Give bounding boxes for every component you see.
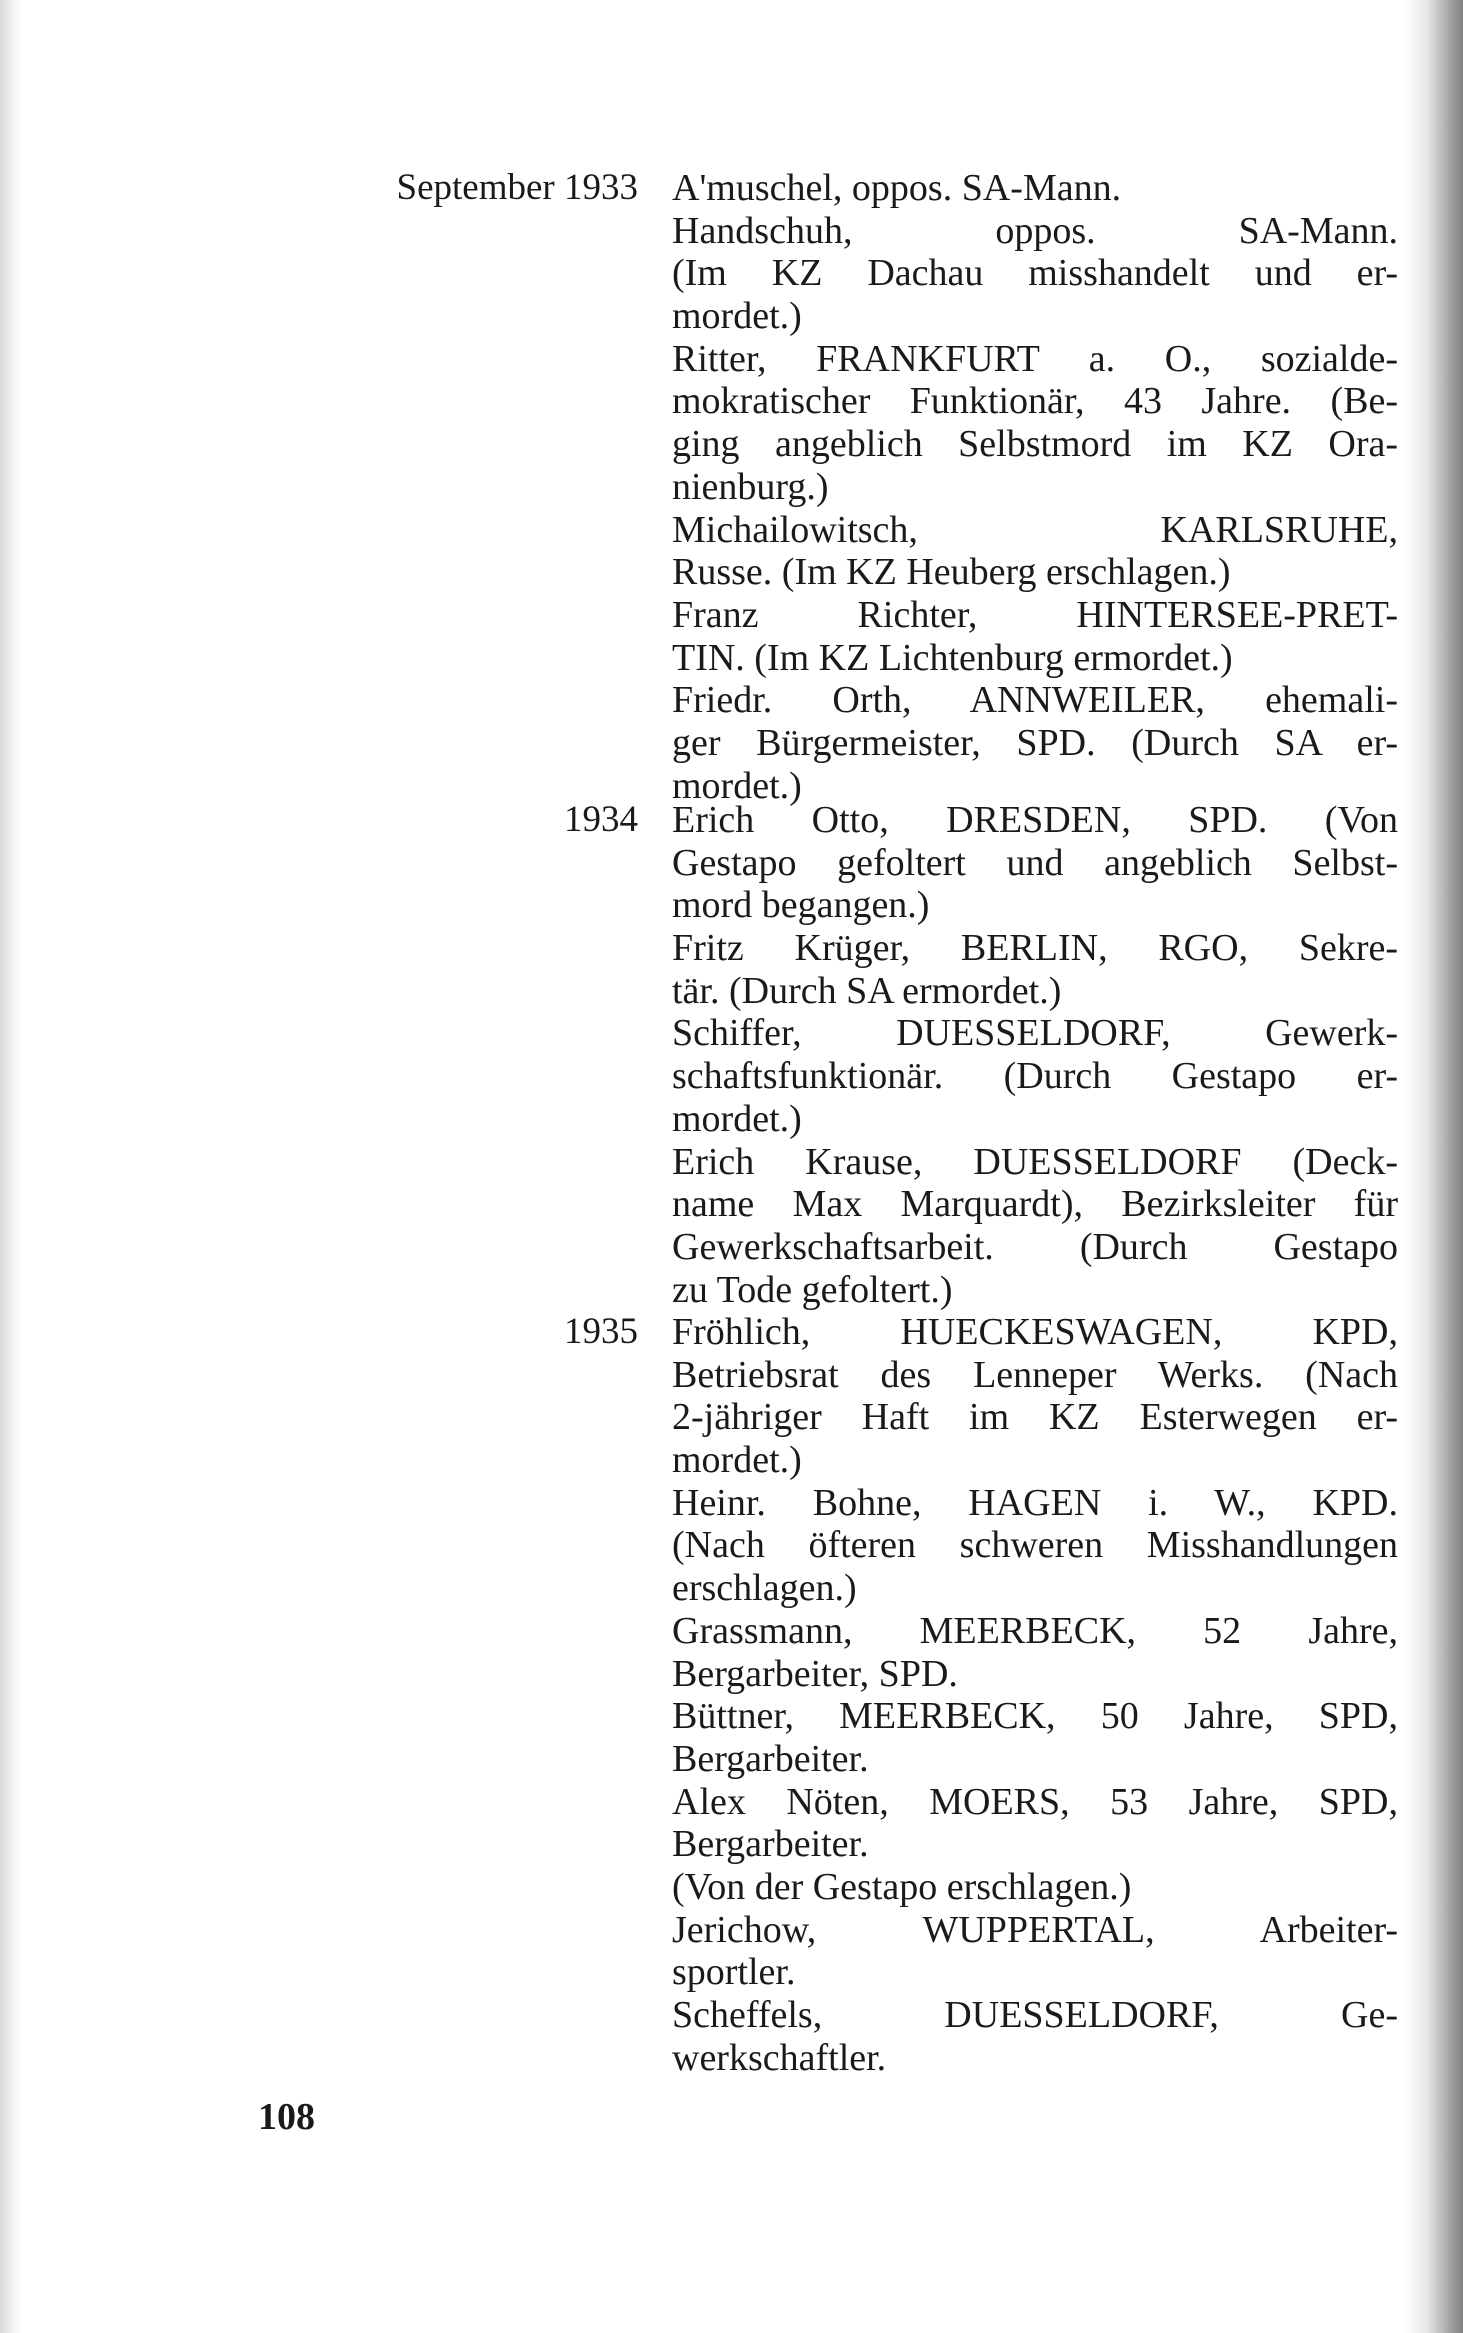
entry-line: sportler. — [672, 1951, 796, 1994]
entry-text-block — [672, 1311, 1398, 2079]
entry-line: Grassmann, MEERBECK, 52 Jahre, — [672, 1609, 1398, 1652]
page-number: 108 — [258, 2096, 315, 2138]
entry-line: Büttner, MEERBECK, 50 Jahre, SPD, — [672, 1695, 1398, 1738]
entry-line: ging angeblich Selbstmord im KZ Ora- — [672, 423, 1398, 466]
entry-line: (Nach öfteren schweren Misshandlungen — [672, 1524, 1398, 1567]
entry-line: mokratischer Funktionär, 43 Jahre. (Be- — [672, 380, 1398, 423]
entry-date: 1934 — [564, 799, 638, 840]
entry-line: mordet.) — [672, 1439, 802, 1482]
entry-line: erschlagen.) — [672, 1567, 857, 1610]
entry-line: Ritter, FRANKFURT a. O., sozialde- — [672, 337, 1398, 380]
entry-line: Scheffels, DUESSELDORF, Ge- — [672, 1994, 1398, 2036]
entry-line: Franz Richter, HINTERSEE-PRET- — [672, 593, 1398, 636]
entry-line: Michailowitsch, KARLSRUHE, — [672, 508, 1398, 551]
entry-line: tär. (Durch SA ermordet.) — [672, 969, 1062, 1012]
entry-line: 2-jähriger Haft im KZ Esterwegen er- — [672, 1396, 1398, 1439]
entry-line: Friedr. Orth, ANNWEILER, ehemali- — [672, 679, 1398, 722]
entry-line: (Im KZ Dachau misshandelt und er- — [672, 252, 1398, 295]
entry-line: schaftsfunktionär. (Durch Gestapo er- — [672, 1055, 1398, 1098]
entry-date: 1935 — [564, 1311, 638, 1352]
entry-text-block — [672, 167, 1398, 807]
entry-line: Fröhlich, HUECKESWAGEN, KPD, — [672, 1311, 1398, 1353]
entry-line: Jerichow, WUPPERTAL, Arbeiter- — [672, 1908, 1398, 1951]
entry-line: Alex Nöten, MOERS, 53 Jahre, SPD, — [672, 1780, 1398, 1823]
entry-line: name Max Marquardt), Bezirksleiter für — [672, 1183, 1398, 1226]
entry-line: Gewerkschaftsarbeit. (Durch Gestapo — [672, 1225, 1398, 1268]
entry-line: Schiffer, DUESSELDORF, Gewerk- — [672, 1012, 1398, 1055]
entry-line: Betriebsrat des Lenneper Werks. (Nach — [672, 1353, 1398, 1396]
entry-line: (Von der Gestapo erschlagen.) — [672, 1865, 1132, 1908]
entry-line: ger Bürgermeister, SPD. (Durch SA er- — [672, 721, 1398, 764]
entry-line: mord begangen.) — [672, 884, 930, 927]
entry-line: Erich Otto, DRESDEN, SPD. (Von — [672, 799, 1398, 841]
entry-line: werkschaftler. — [672, 2036, 887, 2079]
entry-line: mordet.) — [672, 1097, 802, 1140]
entry-line: Bergarbeiter. — [672, 1737, 869, 1780]
entry-line: Bergarbeiter, SPD. — [672, 1652, 958, 1695]
entry-line: TIN. (Im KZ Lichtenburg ermordet.) — [672, 636, 1233, 679]
entry-line: Handschuh, oppos. SA-Mann. — [672, 209, 1398, 252]
entry-line: Gestapo gefoltert und angeblich Selbst- — [672, 841, 1398, 884]
entry-line: Fritz Krüger, BERLIN, RGO, Sekre- — [672, 927, 1398, 970]
entry-line: Russe. (Im KZ Heuberg erschlagen.) — [672, 551, 1231, 594]
entry-date: September 1933 — [396, 167, 638, 208]
entry-line: mordet.) — [672, 295, 802, 338]
entry-line: Heinr. Bohne, HAGEN i. W., KPD. — [672, 1481, 1398, 1524]
entry-line: mordet.) — [672, 764, 802, 807]
entry-line: Bergarbeiter. — [672, 1823, 869, 1866]
entry-line: nienburg.) — [672, 465, 829, 508]
entry-line: Erich Krause, DUESSELDORF (Deck- — [672, 1140, 1398, 1183]
entry-line: zu Tode gefoltert.) — [672, 1268, 953, 1311]
entry-line: A'muschel, oppos. SA-Mann. — [672, 167, 1122, 209]
entry-text-block — [672, 799, 1398, 1311]
